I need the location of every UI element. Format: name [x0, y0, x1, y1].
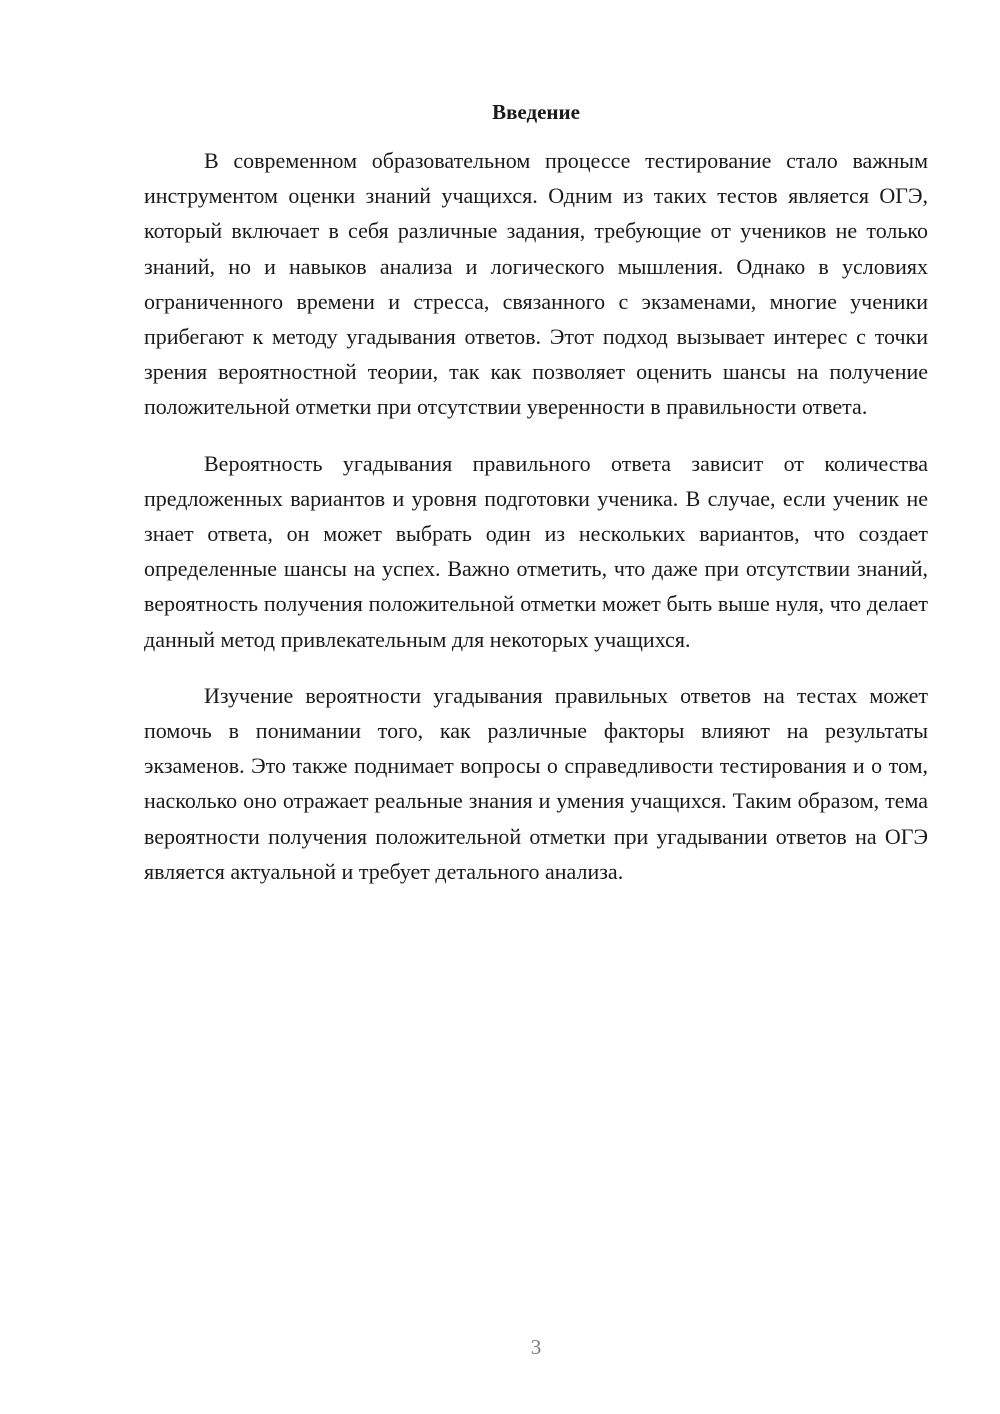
paragraph-1: В современном образовательном процессе тестирование стало важным инструментом оценки знаний учащихся. Одним из таких тестов является ОГЭ, который включает в себя различные задания, требующие от учеников не только знаний, но и навыков анализа и логического мышления. Однако в условиях ограниченного времени и стресса, связанного с экзаменами, многие ученики прибегают к методу угадывания ответов. Этот подход вызывает интерес с точки зрения вероятностной теории, так как позволяет оценить шансы на получение положительной отметки при отсутствии уверенности в правильности ответа.: [144, 148, 928, 420]
body-text: [144, 143, 928, 889]
paragraph-2: Вероятность угадывания правильного ответа зависит от количества предложенных вариантов и уровня подготовки ученика. В случае, если ученик не знает ответа, он может выбрать один из нескольких вариантов, что создает определенные шансы на успех. Важно отметить, что даже при отсутствии знаний, вероятность получения положительной отметки может быть выше нуля, что делает данный метод привлекательным для некоторых учащихся.: [144, 450, 928, 652]
section-heading: Введение: [492, 100, 580, 124]
paragraph-3: Изучение вероятности угадывания правильных ответов на тестах может помочь в понимании того, как различные факторы влияют на результаты экзаменов. Это также поднимает вопросы о справедливости тестирования и о том, насколько оно отражает реальные знания и умения учащихся. Таким образом, тема вероятности получения положительной отметки при угадывании ответов на ОГЭ является актуальной и требует детального анализа.: [144, 682, 928, 884]
page-number: 3: [530, 1335, 542, 1359]
